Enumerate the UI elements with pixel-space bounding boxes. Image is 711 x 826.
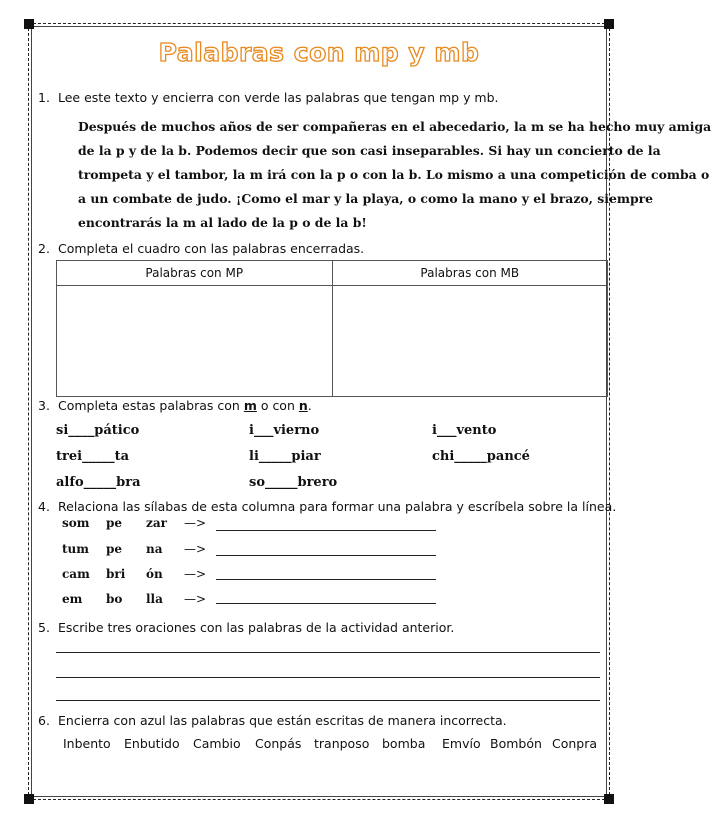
question-4 [38, 499, 616, 514]
corner-ornament [604, 19, 614, 29]
fill-word[interactable]: chi_____pancé [432, 449, 530, 464]
page-title: Palabras con mp y mb [158, 38, 480, 67]
reading-line: encontrarás la m al lado de la p o de la b! [78, 215, 367, 230]
corner-ornament [24, 19, 34, 29]
reading-line: Después de muchos años de ser compañeras en el abecedario, la m se ha hecho muy amiga [78, 119, 711, 134]
arrow-icon: —> [184, 542, 207, 556]
reading-line: de la p y de la b. Podemos decir que son casi inseparables. Si hay un concierto de la [78, 143, 661, 158]
question-number: 3. [38, 398, 50, 413]
fill-word[interactable]: i___vierno [249, 423, 320, 438]
sentence-line[interactable] [56, 700, 600, 701]
question-6 [38, 713, 507, 728]
syllable: bri [106, 567, 126, 581]
word-option[interactable]: Emvío [442, 736, 481, 751]
syllable: cam [62, 567, 90, 581]
question-number: 6. [38, 713, 50, 728]
question-5 [38, 620, 454, 635]
word-option[interactable]: Conpra [552, 736, 598, 751]
question-1 [38, 90, 499, 105]
fill-word[interactable]: si____pático [56, 423, 140, 438]
words-table [56, 260, 608, 397]
answer-cell-mp[interactable] [57, 286, 333, 397]
question-number: 5. [38, 620, 50, 635]
letter-n: n [298, 398, 308, 413]
syllable: bo [106, 592, 123, 606]
question-number: 1. [38, 90, 50, 105]
question-text: Lee este texto y encierra con verde las palabras que tengan mp y mb. [58, 90, 499, 105]
fill-word[interactable]: li_____piar [249, 449, 321, 464]
fill-word[interactable]: i___vento [432, 423, 497, 438]
syllable: pe [106, 542, 123, 556]
fill-word[interactable]: alfo_____bra [56, 475, 141, 490]
question-text: Escribe tres oraciones con las palabras de la actividad anterior. [58, 620, 455, 635]
word-option[interactable]: Inbento [63, 736, 111, 751]
word-option[interactable]: Conpás [255, 736, 302, 751]
fill-word[interactable]: so_____brero [249, 475, 338, 490]
answer-line[interactable] [216, 555, 436, 556]
question-text-mid: o con [256, 398, 299, 413]
answer-line[interactable] [216, 530, 436, 531]
question-number: 2. [38, 241, 50, 256]
corner-ornament [24, 794, 34, 804]
syllable: pe [106, 516, 123, 530]
column-header-mb: Palabras con MB [332, 261, 608, 286]
question-3 [38, 398, 312, 413]
question-text: Encierra con azul las palabras que están escritas de manera incorrecta. [58, 713, 507, 728]
corner-ornament [604, 794, 614, 804]
word-option[interactable]: tranposo [314, 736, 370, 751]
answer-line[interactable] [216, 579, 436, 580]
syllable: ón [146, 567, 163, 581]
answer-cell-mb[interactable] [332, 286, 608, 397]
fill-word[interactable]: trei_____ta [56, 449, 129, 464]
question-text: Completa estas palabras con [58, 398, 244, 413]
arrow-icon: —> [184, 516, 207, 530]
syllable: zar [146, 516, 167, 530]
word-option[interactable]: bomba [382, 736, 426, 751]
word-option[interactable]: Bombón [490, 736, 542, 751]
reading-line: a un combate de judo. ¡Como el mar y la playa, o como la mano y el brazo, siempre [78, 191, 654, 206]
syllable: na [146, 542, 163, 556]
answer-line[interactable] [216, 603, 436, 604]
column-header-mp: Palabras con MP [57, 261, 333, 286]
syllable: tum [62, 542, 89, 556]
sentence-line[interactable] [56, 652, 600, 653]
question-2 [38, 241, 364, 256]
arrow-icon: —> [184, 567, 207, 581]
word-option[interactable]: Cambio [193, 736, 241, 751]
question-text-end: . [307, 398, 312, 413]
letter-m: m [243, 398, 257, 413]
reading-line: trompeta y el tambor, la m irá con la p o con la b. Lo mismo a una competición de comba o [78, 167, 710, 182]
question-number: 4. [38, 499, 50, 514]
question-text: Relaciona las sílabas de esta columna para formar una palabra y escríbela sobre la línea. [58, 499, 617, 514]
syllable: lla [146, 592, 163, 606]
syllable: em [62, 592, 83, 606]
word-option[interactable]: Enbutido [124, 736, 180, 751]
arrow-icon: —> [184, 592, 207, 606]
reading-passage [78, 115, 711, 235]
syllable: som [62, 516, 90, 530]
sentence-line[interactable] [56, 677, 600, 678]
question-text: Completa el cuadro con las palabras encerradas. [58, 241, 365, 256]
